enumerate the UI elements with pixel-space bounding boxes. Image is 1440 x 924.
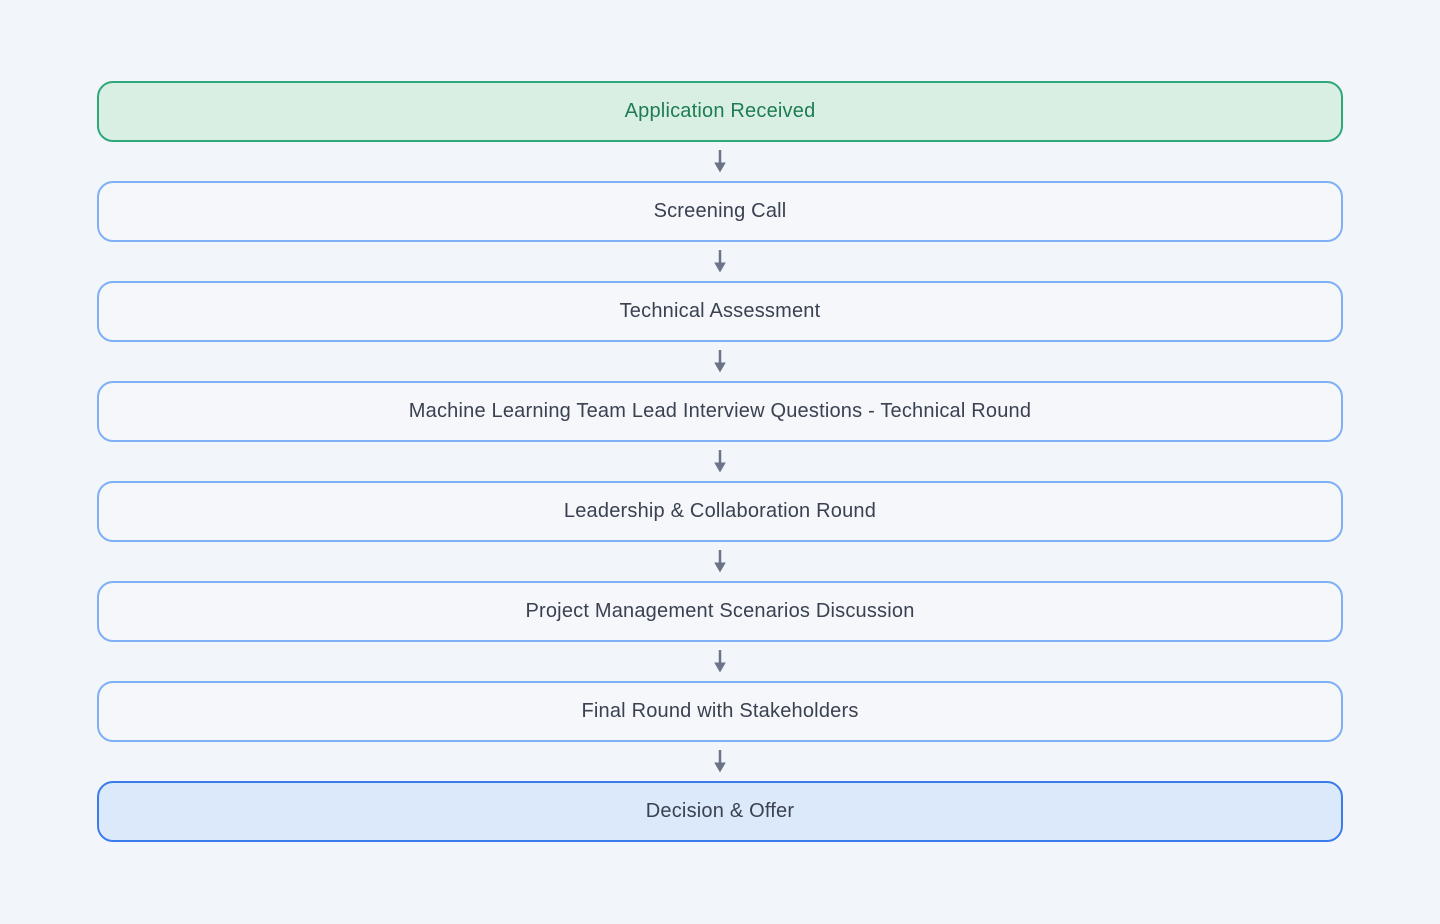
flow-node-technical-assessment (97, 281, 1343, 342)
flow-node-label: Machine Learning Team Lead Interview Questions - Technical Round (408, 400, 1032, 422)
arrow-down-icon (97, 142, 1343, 181)
flow-node-label: Project Management Scenarios Discussion (525, 600, 915, 622)
flow-node-label: Final Round with Stakeholders (581, 700, 859, 722)
flow-node-decision-offer (97, 781, 1343, 842)
interview-process-flowchart (97, 81, 1343, 842)
flow-node-final-round-stakeholders (97, 681, 1343, 742)
flow-node-screening-call (97, 181, 1343, 242)
flow-node-label: Technical Assessment (619, 300, 821, 322)
flow-node-application-received (97, 81, 1343, 142)
arrow-down-icon (97, 442, 1343, 481)
arrow-down-icon (97, 242, 1343, 281)
arrow-down-icon (97, 642, 1343, 681)
flow-node-label: Decision & Offer (645, 800, 795, 822)
flow-node-label: Leadership & Collaboration Round (563, 500, 877, 522)
flow-node-leadership-collaboration (97, 481, 1343, 542)
arrow-down-icon (97, 742, 1343, 781)
arrow-down-icon (97, 342, 1343, 381)
flow-node-label: Screening Call (653, 200, 787, 222)
flow-node-label: Application Received (624, 100, 816, 122)
flow-node-project-management-scenarios (97, 581, 1343, 642)
flow-node-ml-team-lead-interview (97, 381, 1343, 442)
arrow-down-icon (97, 542, 1343, 581)
